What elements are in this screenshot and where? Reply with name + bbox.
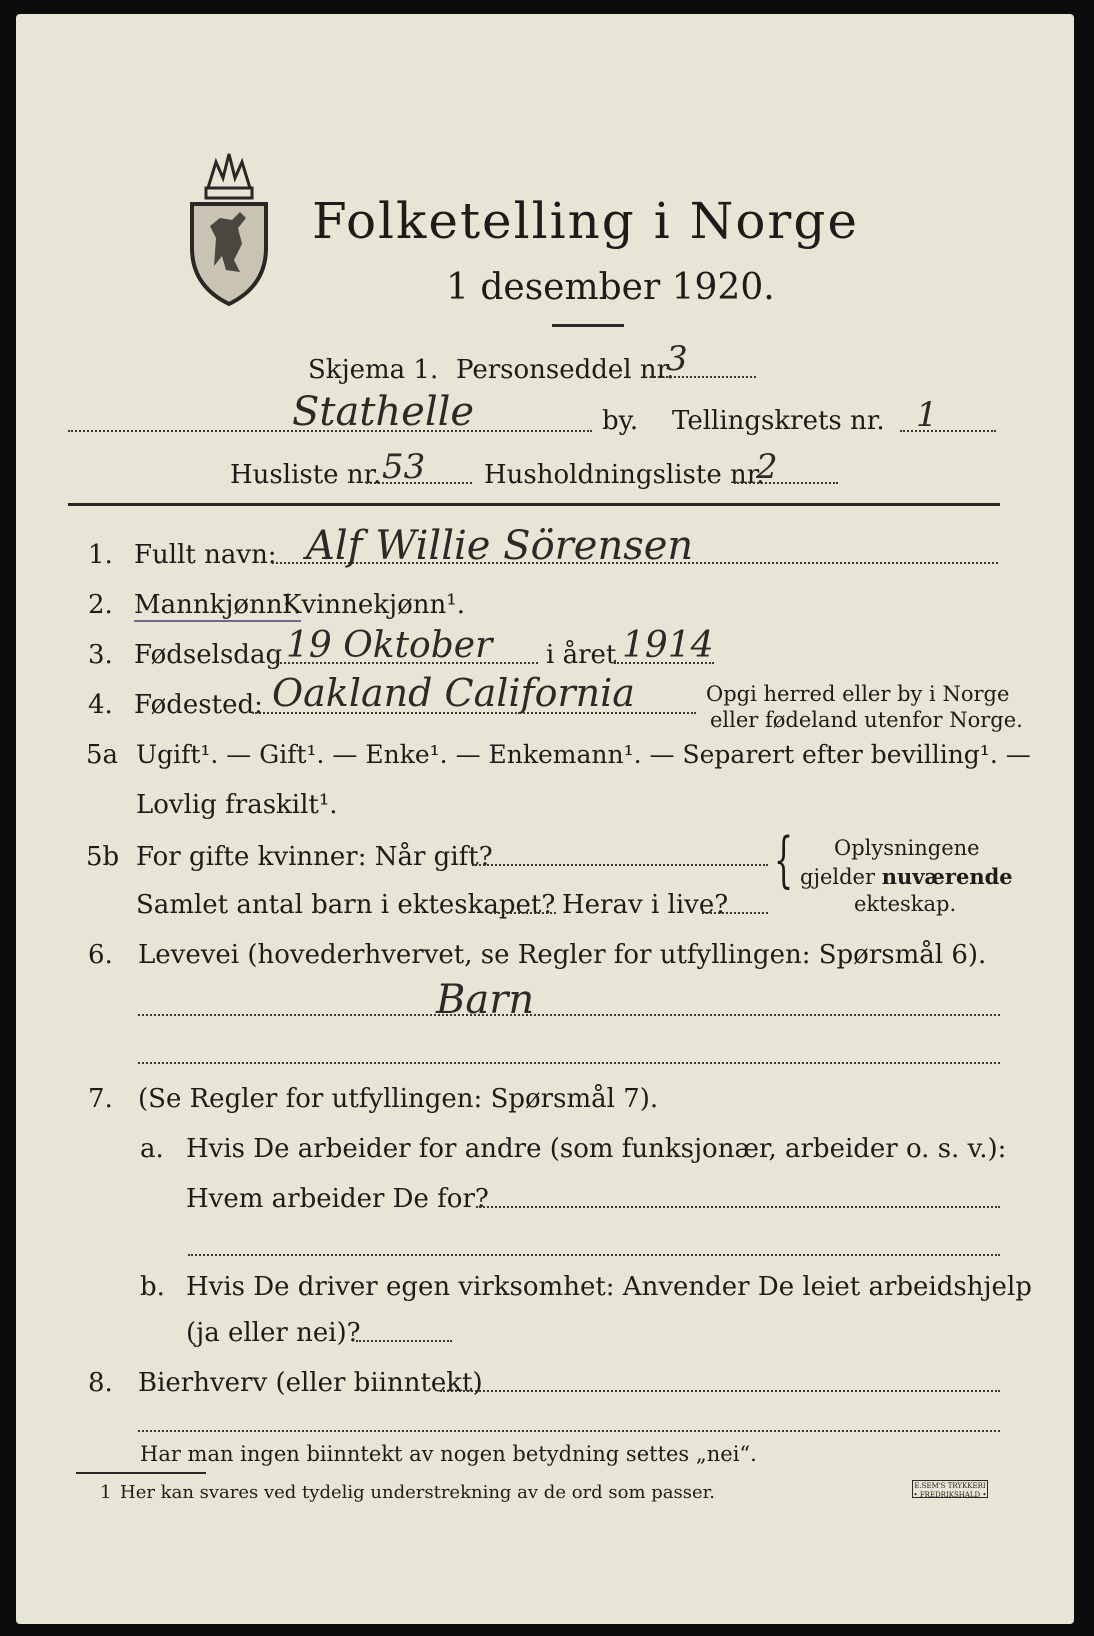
birthday-value: 19 Oktober: [286, 625, 493, 666]
q4-note-line1: Opgi herred eller by i Norge: [706, 682, 1010, 706]
husholdningsliste-label: Husholdningsliste nr.: [484, 460, 765, 490]
footnote-number: 1: [100, 1482, 112, 1503]
birth-year-value: 1914: [622, 625, 714, 666]
q5b-number: 5b: [86, 842, 120, 872]
q1-number: 1.: [88, 540, 113, 570]
census-form-page: [16, 14, 1074, 1624]
tellingskrets-label: Tellingskrets nr.: [672, 406, 885, 436]
q4-number: 4.: [88, 690, 113, 720]
by-label: by.: [602, 406, 639, 436]
footnote-rule: [76, 1472, 206, 1474]
q7-label: (Se Regler for utfyllingen: Spørsmål 7).: [138, 1084, 659, 1114]
q7b-letter: b.: [140, 1272, 165, 1302]
q1-label: Fullt navn:: [134, 540, 277, 570]
occupation-value: Barn: [436, 977, 535, 1023]
personseddel-label: Personseddel nr.: [456, 355, 675, 385]
q5b-alive-label: Herav i live?: [562, 890, 729, 920]
birthplace-value: Oakland California: [272, 671, 635, 715]
q7a-line2: Hvem arbeider De for?: [186, 1184, 489, 1214]
gender-male-option: Mannkjønn¹.: [134, 590, 302, 620]
q8-line2: [138, 1430, 1000, 1432]
q5b-children-label: Samlet antal barn i ekteskapet?: [136, 890, 556, 920]
q5b-married-line: [472, 864, 768, 866]
gender-female-option: Kvinnekjønn¹.: [282, 590, 465, 620]
section-divider: [68, 503, 1000, 506]
q7a-letter: a.: [140, 1134, 164, 1164]
marital-status-options: Ugift¹. — Gift¹. — Enke¹. — Enkemann¹. — Separert efter bevilling¹. —: [136, 740, 1031, 769]
tellingskrets-value: 1: [916, 395, 938, 435]
q5b-note-line1: Oplysningene: [834, 836, 980, 860]
q7b-line2: (ja eller nei)?: [186, 1318, 361, 1348]
coat-of-arms-icon: [186, 148, 272, 308]
q6-label: Levevei (hovederhvervet, se Regler for utfyllingen: Spørsmål 6).: [138, 940, 987, 970]
q5b-married-label: For gifte kvinner: Når gift?: [136, 842, 493, 872]
marital-status-divorced: Lovlig fraskilt¹.: [136, 790, 338, 820]
q6-line1: [138, 1014, 1000, 1016]
form-date: 1 desember 1920.: [446, 267, 775, 308]
q5b-note-line3: ekteskap.: [854, 892, 957, 916]
footnote-text: Her kan svares ved tydelig understrekning av de ord som passer.: [120, 1482, 715, 1503]
q8-label: Bierhverv (eller biinntekt): [138, 1368, 483, 1398]
q3-year-label: i året: [546, 640, 617, 670]
q7a-line: [476, 1206, 1000, 1208]
q8-number: 8.: [88, 1368, 113, 1398]
tellingskrets-line: [900, 430, 996, 432]
q7a-line1: Hvis De arbeider for andre (som funksjonær, arbeider o. s. v.):: [186, 1134, 1007, 1164]
husliste-label: Husliste nr.: [230, 460, 382, 490]
q6-line2: [138, 1062, 1000, 1064]
q3-number: 3.: [88, 640, 113, 670]
full-name-value: Alf Willie Sörensen: [306, 523, 694, 569]
q7-number: 7.: [88, 1084, 113, 1114]
printer-mark: E.SEM'S TRYKKERI • FREDRIKSHALD •: [913, 1482, 987, 1499]
q2-number: 2.: [88, 590, 113, 620]
q7a-line2-dots: [188, 1254, 1000, 1256]
q3-label: Fødselsdag: [134, 640, 283, 670]
q6-number: 6.: [88, 940, 113, 970]
q5b-note-line2: gjelder nuværende: [800, 864, 1013, 889]
husholdningsliste-value: 2: [756, 447, 778, 487]
no-income-note: Har man ingen biinntekt av nogen betydning settes „nei“.: [140, 1442, 757, 1466]
q5b-alive-line: [702, 912, 768, 914]
q4-note-line2: eller fødeland utenfor Norge.: [710, 708, 1023, 732]
q8-line1: [440, 1390, 1000, 1392]
personseddel-value: 3: [666, 339, 688, 379]
q4-label: Fødested:: [134, 690, 263, 720]
q5b-brace: {: [774, 825, 794, 895]
q7b-line: [356, 1340, 452, 1342]
q5b-children-line: [490, 912, 556, 914]
by-value: Stathelle: [292, 389, 475, 435]
form-title: Folketelling i Norge: [312, 192, 859, 250]
husliste-value: 53: [382, 447, 426, 487]
q5a-number: 5a: [86, 740, 119, 770]
skjema-label: Skjema 1.: [308, 355, 439, 385]
husholdningsliste-line: [734, 482, 838, 484]
title-divider: [552, 324, 624, 327]
q7b-line1: Hvis De driver egen virksomhet: Anvender De leiet arbeidshjelp: [186, 1272, 1032, 1302]
